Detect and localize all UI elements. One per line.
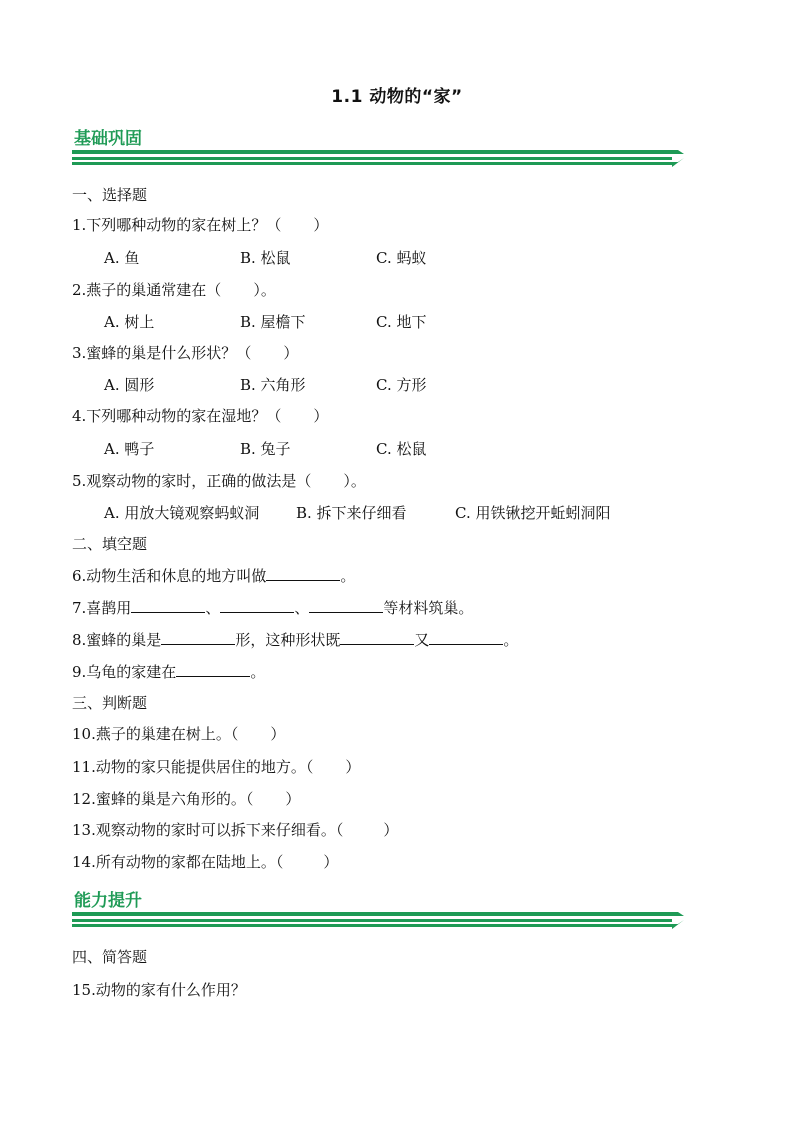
- page-title: 1.1 动物的“家”: [331, 87, 463, 107]
- answer-blank[interactable]: [131, 598, 205, 613]
- question-15: 15.动物的家有什么作用？: [72, 981, 246, 999]
- question-11: 11.动物的家只能提供居住的地方。（ ）: [72, 758, 361, 776]
- section-divider-icon: [72, 150, 684, 170]
- option-b: B. 六角形: [240, 376, 306, 394]
- answer-blank[interactable]: [309, 598, 383, 613]
- part-heading-judge: 三、判断题: [72, 694, 148, 712]
- part-heading-choice: 一、选择题: [72, 186, 148, 204]
- question-4: 4.下列哪种动物的家在湿地？（ ）: [72, 407, 329, 425]
- option-a: A. 鱼: [104, 249, 140, 267]
- answer-blank[interactable]: [176, 662, 250, 677]
- question-10: 10.燕子的巢建在树上。（ ）: [72, 725, 286, 743]
- answer-blank[interactable]: [220, 598, 294, 613]
- option-b: B. 兔子: [240, 440, 291, 458]
- answer-blank[interactable]: [266, 566, 340, 581]
- answer-blank[interactable]: [161, 630, 235, 645]
- question-12: 12.蜜蜂的巢是六角形的。（ ）: [72, 790, 301, 808]
- option-b: B. 松鼠: [240, 249, 291, 267]
- question-8: 8.蜜蜂的巢是 形，这种形状既 又 。: [72, 631, 519, 649]
- section-label: 基础巩固: [74, 129, 142, 149]
- question-6: 6.动物生活和休息的地方叫做 。: [72, 567, 356, 585]
- question-3: 3.蜜蜂的巢是什么形状？（ ）: [72, 344, 299, 362]
- section-label: 能力提升: [74, 891, 142, 911]
- option-a: A. 用放大镜观察蚂蚁洞: [104, 504, 260, 522]
- option-a: A. 圆形: [104, 376, 155, 394]
- option-c: C. 方形: [376, 376, 427, 394]
- section-header-advanced: [74, 886, 684, 911]
- answer-blank[interactable]: [340, 630, 414, 645]
- answer-blank[interactable]: [429, 630, 503, 645]
- section-header-basic: [74, 124, 684, 149]
- question-5: 5.观察动物的家时，正确的做法是（ ）。: [72, 472, 366, 490]
- option-b: B. 屋檐下: [240, 313, 306, 331]
- option-c: C. 地下: [376, 313, 427, 331]
- question-9: 9.乌龟的家建在 。: [72, 663, 266, 681]
- option-c: C. 松鼠: [376, 440, 427, 458]
- section-divider-icon: [72, 912, 684, 932]
- option-a: A. 树上: [104, 313, 155, 331]
- question-13: 13.观察动物的家时可以拆下来仔细看。（ ）: [72, 821, 399, 839]
- option-c: C. 蚂蚁: [376, 249, 427, 267]
- part-heading-short-answer: 四、简答题: [72, 948, 148, 966]
- option-b: B. 拆下来仔细看: [296, 504, 407, 522]
- option-a: A. 鸭子: [104, 440, 155, 458]
- question-7: 7.喜鹊用 、 、 等材料筑巢。: [72, 599, 474, 617]
- question-2: 2.燕子的巢通常建在（ ）。: [72, 281, 276, 299]
- part-heading-fill: 二、填空题: [72, 535, 148, 553]
- question-14: 14.所有动物的家都在陆地上。（ ）: [72, 853, 339, 871]
- option-c: C. 用铁锹挖开蚯蚓洞阳: [455, 504, 611, 522]
- question-1: 1.下列哪种动物的家在树上？（ ）: [72, 216, 329, 234]
